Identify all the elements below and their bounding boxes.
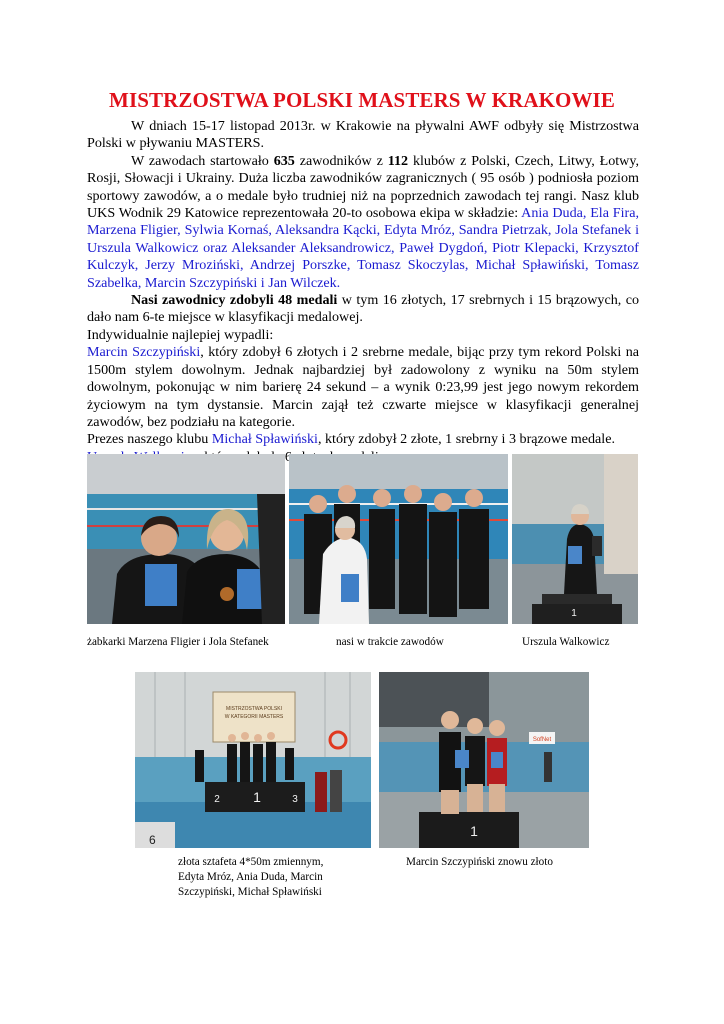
svg-text:1: 1 bbox=[470, 823, 478, 839]
caption-marcin-gold: Marcin Szczypiński znowu złoto bbox=[406, 856, 553, 868]
photo-relay-podium bbox=[135, 672, 371, 848]
paragraph-intro: W dniach 15-17 listopad 2013r. w Krakowie na pływalni AWF odbyły się Mistrzostwa Polski w pływaniu MASTERS. bbox=[87, 118, 639, 152]
svg-text:W KATEGORII MASTERS: W KATEGORII MASTERS bbox=[224, 714, 284, 720]
caption-relay-team: złota sztafeta 4*50m zmiennym, Edyta Mróz, Ania Duda, Marcin Szczypiński, Michał Spławiński bbox=[178, 856, 324, 898]
svg-text:SofNet: SofNet bbox=[532, 737, 552, 743]
competitor-count: 635 bbox=[273, 152, 295, 169]
svg-text:3: 3 bbox=[292, 794, 298, 805]
paragraph-szczypinski: Marcin Szczypiński, który zdobył 6 złotych i 2 srebrne medale, bijąc przy tym rekord Polski na 1500m stylem dowolnym. Jednak najbardziej był zadowolony z wyniku na 50m stylem dowolnym, pokonując w nim barierę 24 sekund – a wynik 0:23,99 jest jego nowym rekordem życiowym na tym dystansie. Marcin zajął też czwarte miejsce w klasyfikacji generalnej zawodów, bez podziału na kategorie. bbox=[87, 344, 639, 430]
page-title: MISTRZOSTWA POLSKI MASTERS W KRAKOWIE bbox=[109, 88, 615, 112]
team-members-list: Ania Duda, Ela Fira, Marzena Fligier, Sylwia Kornaś, Aleksandra Kącki, Edyta Mróz, Sandra Pietrzak, Jola Stefanek i Urszula Walkowicz oraz Aleksander Aleksandrowicz, Paweł Dygdoń, Piotr Klepacki, Krzysztof Kulczyk, Jerzy Mroziński, Andrzej Porszke, Tomasz Skoczylas, Michał Spławiński, Tomasz Szabelka, Marcin Szczypiński i Jan Wilczek. bbox=[87, 205, 639, 291]
svg-text:1: 1 bbox=[253, 789, 261, 805]
paragraph-walkowicz: 6 bbox=[284, 448, 292, 465]
paragraph-participants: W zawodach startowało 635 zawodników z 112 klubów z Polski, Czech, Litwy, Łotwy, Rosji, Słowacji i Ukrainy. Duża liczba zawodników zagranicznych ( 95 osób ) podniosła poziom sportowy zawodów, a o medale było trudniej niż na poprzednich zawodach tej rangi. Nasz klub UKS Wodnik 29 Katowice reprezentowała 20-to osobowa ekipa w składzie: Ania Duda, Ela Fira, Marzena Fligier, Sylwia Kornaś, Aleksandra Kącki, Edyta Mróz, Sandra Pietrzak, Jola Stefanek i Urszula Walkowicz oraz Aleksander Aleksandrowicz, Paweł Dygdoń, Piotr Klepacki, Krzysztof Kulczyk, Jerzy Mroziński, Andrzej Porszke, Tomasz Skoczylas, Michał Spławiński, Tomasz Szabelka, Marcin Szczypiński i Jan Wilczek. bbox=[87, 152, 640, 291]
photo-group bbox=[289, 454, 508, 624]
club-count: 112 bbox=[387, 152, 409, 169]
photo-marcin-podium bbox=[379, 672, 589, 848]
paragraph-splawinski: Prezes naszego klubu Michał Spławiński, który zdobył 2 złote, 1 srebrny i 3 brązowe medale. bbox=[87, 431, 616, 448]
svg-text:1: 1 bbox=[571, 608, 577, 619]
svg-text:6: 6 bbox=[149, 833, 156, 847]
photo-urszula-podium bbox=[512, 454, 638, 624]
svg-text:MISTRZOSTWA POLSKI: MISTRZOSTWA POLSKI bbox=[226, 706, 282, 712]
photo-breaststrokers bbox=[87, 454, 285, 624]
caption-group: nasi w trakcie zawodów bbox=[336, 636, 444, 648]
article-body bbox=[87, 118, 639, 466]
caption-breaststrokers: żabkarki Marzena Fligier i Jola Stefanek bbox=[87, 636, 269, 648]
paragraph-medals: Nasi zawodnicy zdobyli 48 medali w tym 16 złotych, 17 srebrnych i 15 brązowych, co dało nam 6-te miejsce w klasyfikacji medalowej. bbox=[87, 292, 639, 326]
svg-text:2: 2 bbox=[214, 794, 220, 805]
caption-urszula: Urszula Walkowicz bbox=[522, 636, 610, 648]
diploma-left bbox=[145, 564, 177, 606]
paragraph-best: Indywidualnie najlepiej wypadli: bbox=[87, 326, 274, 343]
